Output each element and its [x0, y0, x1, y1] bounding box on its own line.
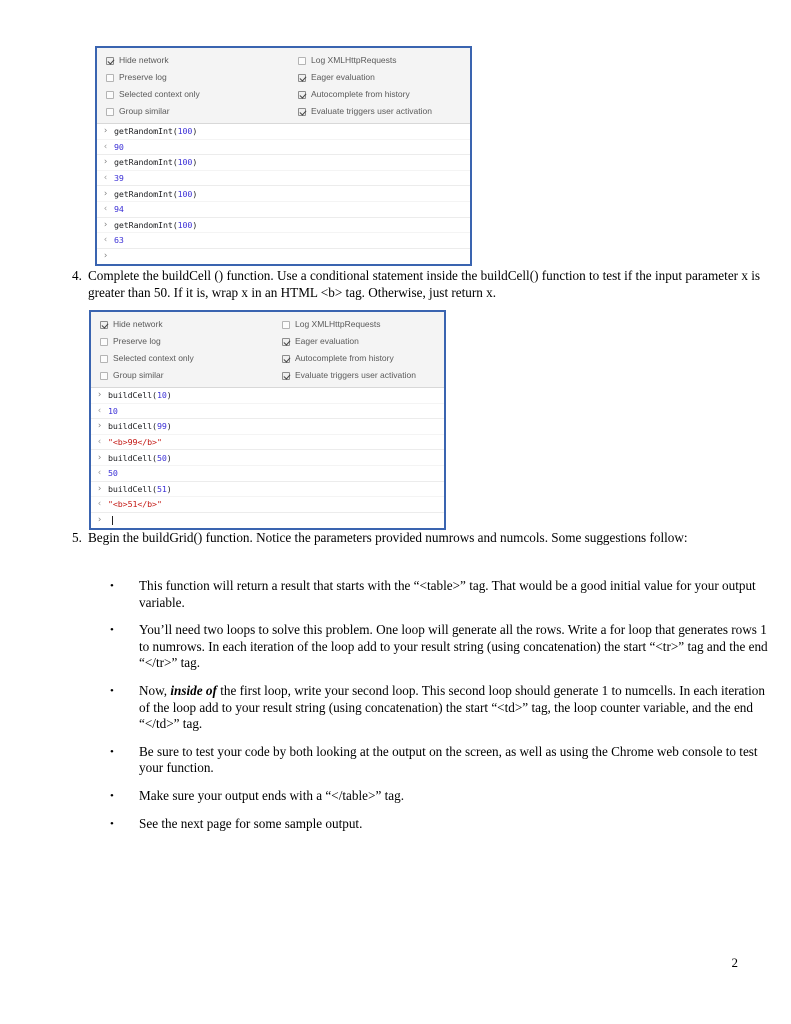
console-log-one[interactable] — [97, 124, 470, 264]
bullet-text: Be sure to test your code by both looking at the output on the screen, as well as using the Chrome web console to test your function. — [139, 743, 758, 776]
bullet-dot-icon: • — [110, 745, 114, 758]
checkbox-checked-icon[interactable] — [106, 57, 114, 65]
option-label: Preserve log — [113, 336, 161, 347]
option-label: Hide network — [113, 319, 163, 330]
console-settings-one — [97, 48, 470, 124]
checkbox-checked-icon[interactable] — [298, 74, 306, 82]
option-group-similar[interactable] — [91, 371, 276, 380]
bullet-text: See the next page for some sample output. — [139, 815, 363, 831]
option-autocomplete-from-history[interactable] — [292, 90, 410, 99]
option-label: Log XMLHttpRequests — [311, 55, 397, 66]
console-input-text: buildCell(99) — [108, 421, 172, 432]
list-marker: 5. — [72, 530, 82, 545]
settings-row — [91, 316, 444, 333]
list-item-4 — [62, 268, 772, 301]
option-hide-network[interactable] — [97, 56, 292, 65]
prompt-arrow-icon: › — [103, 126, 109, 137]
console-input-text: getRandomInt(100) — [114, 126, 198, 137]
console-output-line — [97, 232, 470, 248]
console-output-line — [97, 139, 470, 155]
list-item-5 — [62, 530, 722, 547]
console-prompt-one[interactable] — [97, 248, 470, 264]
option-hide-network[interactable] — [91, 320, 276, 329]
option-eager-evaluation[interactable] — [276, 337, 359, 346]
checkbox-checked-icon[interactable] — [298, 91, 306, 99]
console-input-text: getRandomInt(100) — [114, 157, 198, 168]
prompt-arrow-icon: › — [103, 251, 109, 262]
option-autocomplete-from-history[interactable] — [276, 354, 394, 363]
checkbox-checked-icon[interactable] — [282, 338, 290, 346]
console-input-text: getRandomInt(100) — [114, 188, 198, 199]
console-settings-two — [91, 312, 444, 388]
option-evaluate-triggers-user-activation[interactable] — [276, 371, 416, 380]
result-arrow-icon: ‹ — [103, 141, 109, 152]
checkbox-unchecked-icon[interactable] — [106, 74, 114, 82]
checkbox-unchecked-icon[interactable] — [100, 355, 108, 363]
option-label: Group similar — [113, 370, 164, 381]
checkbox-checked-icon[interactable] — [100, 321, 108, 329]
prompt-arrow-icon: › — [103, 188, 109, 199]
console-output-line — [97, 201, 470, 217]
option-label: Autocomplete from history — [295, 353, 394, 364]
option-label: Preserve log — [119, 72, 167, 83]
console-output-line — [91, 496, 444, 512]
console-input-text: getRandomInt(100) — [114, 219, 198, 230]
console-input-line — [91, 449, 444, 465]
prompt-arrow-icon: › — [97, 390, 103, 401]
settings-row — [97, 52, 470, 69]
settings-row — [97, 103, 470, 120]
option-selected-context-only[interactable] — [91, 354, 276, 363]
console-input-line — [97, 185, 470, 201]
result-arrow-icon: ‹ — [103, 173, 109, 184]
settings-row — [91, 350, 444, 367]
devtools-console-panel-one — [95, 46, 472, 266]
checkbox-checked-icon[interactable] — [282, 372, 290, 380]
checkbox-unchecked-icon[interactable] — [100, 338, 108, 346]
option-group-similar[interactable] — [97, 107, 292, 116]
bullet-text: Make sure your output ends with a “</table>” tag. — [139, 787, 404, 803]
bullet-dot-icon: • — [110, 580, 114, 592]
console-output-value: "<b>51</b>" — [108, 499, 162, 510]
option-label: Evaluate triggers user activation — [311, 106, 432, 117]
console-output-value: 94 — [114, 204, 124, 215]
bullet-list — [110, 578, 770, 843]
console-input-line — [97, 217, 470, 233]
list-marker: 4. — [72, 268, 82, 283]
console-output-value: 90 — [114, 141, 124, 152]
bullet-dot-icon: • — [110, 624, 114, 637]
console-output-line — [97, 170, 470, 186]
prompt-arrow-icon: › — [103, 219, 109, 230]
option-label: Hide network — [119, 55, 169, 66]
option-log-xmlhttprequests[interactable] — [276, 320, 381, 329]
prompt-arrow-icon: › — [97, 421, 103, 432]
option-evaluate-triggers-user-activation[interactable] — [292, 107, 432, 116]
bullet-item — [110, 578, 770, 611]
console-input-text: buildCell(50) — [108, 452, 172, 463]
console-input-line — [91, 418, 444, 434]
option-eager-evaluation[interactable] — [292, 73, 375, 82]
bullet-text: Now, inside of the first loop, write your second loop. This second loop should generate 1 to numcells. In each iteration of the loop add to your result string (using concatenation) the start “<td>” tag, the loop counter variable, and the end “</td>” tag. — [139, 682, 765, 732]
option-selected-context-only[interactable] — [97, 90, 292, 99]
result-arrow-icon: ‹ — [97, 468, 103, 479]
console-output-value: "<b>99</b>" — [108, 437, 162, 448]
option-label: Autocomplete from history — [311, 89, 410, 100]
result-arrow-icon: ‹ — [97, 437, 103, 448]
bullet-dot-icon: • — [110, 789, 114, 802]
console-input-line — [97, 154, 470, 170]
console-output-value: 39 — [114, 173, 124, 184]
bullet-item — [110, 744, 770, 777]
console-log-two[interactable] — [91, 388, 444, 528]
option-label: Selected context only — [113, 353, 194, 364]
console-input-line — [97, 124, 470, 139]
option-log-xmlhttprequests[interactable] — [292, 56, 397, 65]
bullet-text: You’ll need two loops to solve this problem. One loop will generate all the rows. Write a for loop that generates rows 1 to numrows. In each iteration of the loop add to your result string (using concatenation) the start “<tr>” tag and the end “</tr>” tag. — [139, 622, 768, 671]
checkbox-checked-icon[interactable] — [298, 108, 306, 116]
result-arrow-icon: ‹ — [103, 235, 109, 246]
settings-row — [97, 69, 470, 86]
bullet-text: This function will return a result that starts with the “<table>” tag. That would be a good initial value for your output variable. — [139, 578, 756, 610]
result-arrow-icon: ‹ — [97, 499, 103, 510]
console-output-line — [91, 465, 444, 481]
page-number: 2 — [731, 955, 738, 970]
prompt-arrow-icon: › — [97, 452, 103, 463]
bullet-item — [110, 683, 770, 733]
option-label: Eager evaluation — [311, 72, 375, 83]
bullet-item — [110, 622, 770, 672]
bullet-item — [110, 816, 770, 833]
option-label: Evaluate triggers user activation — [295, 370, 416, 381]
prompt-arrow-icon: › — [97, 515, 103, 526]
console-input-text: buildCell(10) — [108, 390, 172, 401]
bullet-dot-icon: • — [110, 817, 114, 830]
checkbox-unchecked-icon[interactable] — [106, 108, 114, 116]
bullet-item — [110, 788, 770, 805]
list-item-text: Complete the buildCell () function. Use a conditional statement inside the buildCell() function to test if the input parameter x is greater than 50. If it is, wrap x in an HTML <b> tag. Otherwise, just return x. — [88, 268, 761, 300]
console-output-value: 50 — [108, 468, 118, 479]
option-label: Log XMLHttpRequests — [295, 319, 381, 330]
console-output-value: 63 — [114, 235, 124, 246]
checkbox-unchecked-icon[interactable] — [100, 372, 108, 380]
console-prompt-two[interactable] — [91, 512, 444, 528]
devtools-console-panel-two — [89, 310, 446, 530]
result-arrow-icon: ‹ — [97, 405, 103, 416]
option-preserve-log[interactable] — [97, 73, 292, 82]
console-output-line — [91, 434, 444, 450]
bullet-dot-icon: • — [110, 684, 114, 697]
result-arrow-icon: ‹ — [103, 204, 109, 215]
prompt-arrow-icon: › — [103, 157, 109, 168]
prompt-arrow-icon: › — [97, 483, 103, 494]
option-label: Selected context only — [119, 89, 200, 100]
text-cursor — [112, 516, 113, 525]
settings-row — [91, 367, 444, 384]
option-label: Group similar — [119, 106, 170, 117]
console-output-line — [91, 403, 444, 419]
checkbox-unchecked-icon[interactable] — [282, 321, 290, 329]
console-input-line — [91, 481, 444, 497]
settings-row — [97, 86, 470, 103]
checkbox-checked-icon[interactable] — [282, 355, 290, 363]
console-output-value: 10 — [108, 405, 118, 416]
checkbox-unchecked-icon[interactable] — [106, 91, 114, 99]
settings-row — [91, 333, 444, 350]
option-preserve-log[interactable] — [91, 337, 276, 346]
emphasis-text: inside of — [170, 682, 217, 698]
list-item-text: Begin the buildGrid() function. Notice the parameters provided numrows and numcols. Some suggestions follow: — [88, 530, 688, 545]
option-label: Eager evaluation — [295, 336, 359, 347]
checkbox-unchecked-icon[interactable] — [298, 57, 306, 65]
console-input-line — [91, 388, 444, 403]
console-input-text: buildCell(51) — [108, 483, 172, 494]
